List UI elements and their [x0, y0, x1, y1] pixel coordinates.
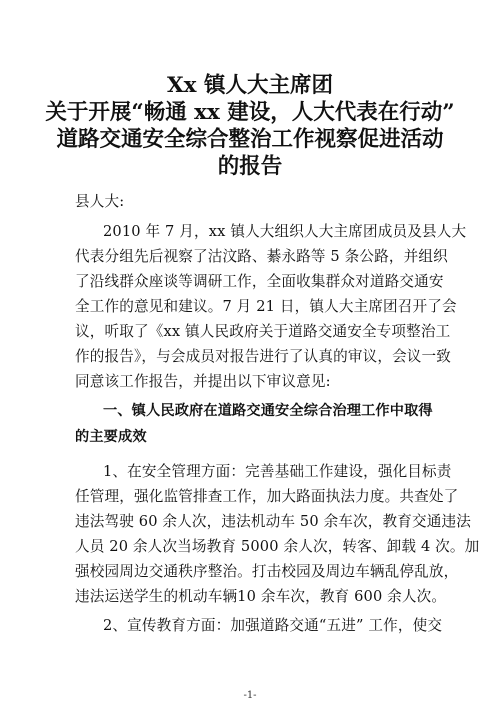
page-number: -1-	[243, 690, 257, 701]
paragraph-2-line-3: 违法驾驶 60 余人次，违法机动车 50 余车次，教育交通违法	[75, 513, 472, 530]
paragraph-3-line-1: 2、宣传教育方面：加强道路交通“五进” 工作，使交	[103, 617, 443, 634]
section-heading-line-2: 的主要成效	[75, 429, 147, 445]
paragraph-2-line-6: 违法运送学生的机动车辆10 余车次，教育 600 余人次。	[75, 588, 447, 605]
paragraph-1-line-3: 了沿线群众座谈等调研工作，全面收集群众对道路交通安	[75, 273, 444, 290]
paragraph-2-line-1: 1、在安全管理方面：完善基础工作建设，强化目标责	[103, 463, 452, 480]
paragraph-1-line-1: 2010 年 7 月，xx 镇人大组织人大主席团成员及县人大	[103, 223, 467, 240]
paragraph-2-line-4: 人员 20 余人次当场教育 5000 余人次，转客、卸载 4 次。加	[75, 538, 480, 555]
paragraph-2-line-5: 强校园周边交通秩序整治。打击校园及周边车辆乱停乱放，	[75, 563, 459, 580]
document-title-line-4: 的报告	[217, 154, 283, 179]
paragraph-1-line-6: 作的报告》，与会成员对报告进行了认真的审议，会议一致	[75, 348, 452, 365]
paragraph-1-line-4: 全工作的意见和建议。7 月 21 日，镇人大主席团召开了会	[75, 298, 457, 315]
document-title-line-1: Xx 镇人大主席团	[167, 73, 333, 98]
section-heading-line-1: 一、镇人民政府在道路交通安全综合治理工作中取得	[103, 403, 433, 419]
document-title-line-2: 关于开展“畅通 xx 建设，人大代表在行动”	[45, 100, 455, 125]
paragraph-1-line-7: 同意该工作报告，并提出以下审议意见:	[75, 373, 331, 390]
paragraph-2-line-2: 任管理，强化监管排查工作，加大路面执法力度。共查处了	[75, 488, 459, 505]
paragraph-1-line-2: 代表分组先后视察了沽汶路、綦永路等 5 条公路，并组织	[75, 248, 448, 265]
paragraph-1-line-5: 议，听取了《xx 镇人民政府关于道路交通安全专项整治工	[75, 323, 451, 340]
document-title-line-3: 道路交通安全综合整治工作视察促进活动	[56, 127, 444, 152]
salutation: 县人大:	[75, 193, 125, 210]
